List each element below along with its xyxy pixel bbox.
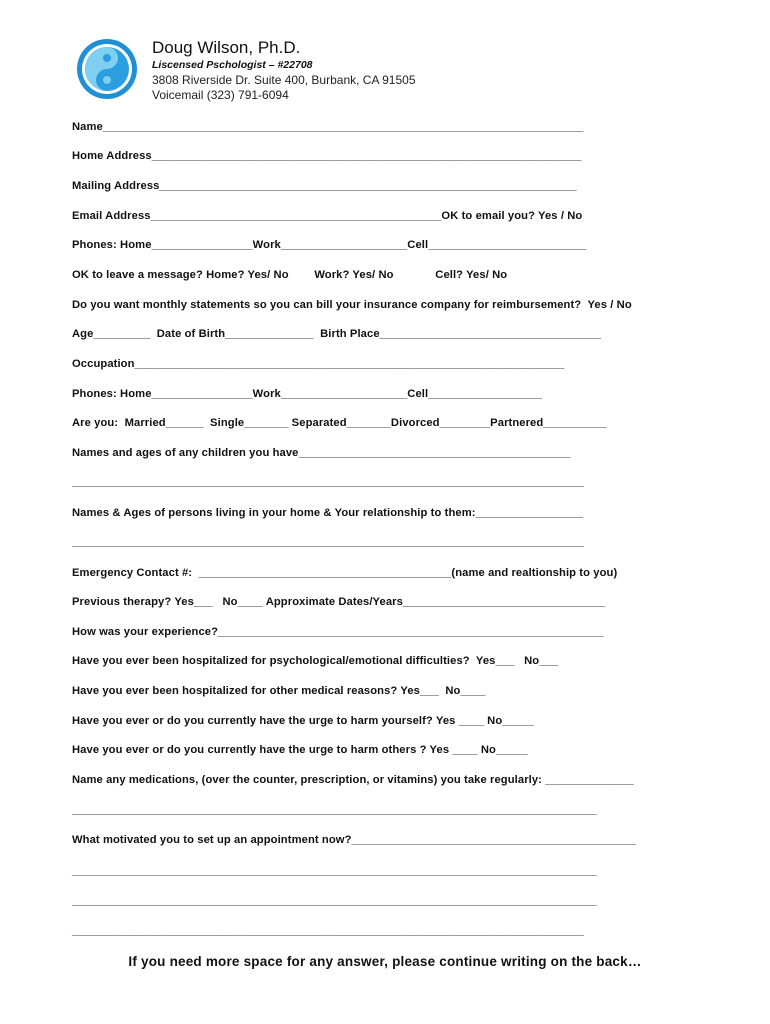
field-occupation[interactable]: Occupation____________________________________________________________________ — [72, 358, 565, 370]
field-previous-therapy[interactable]: Previous therapy? Yes___ No____ Approximate Dates/Years________________________________ — [72, 596, 606, 608]
license-line: Liscensed Pschologist – #22708 — [152, 59, 313, 71]
field-motivation-continued-3[interactable]: _________________________________________________________________________________ — [72, 925, 585, 937]
field-phones-1[interactable]: Phones: Home________________Work____________________Cell_________________________ — [72, 239, 587, 251]
letterhead — [152, 38, 416, 103]
footer-note: If you need more space for any answer, please continue writing on the back… — [128, 954, 642, 969]
field-motivation[interactable]: What motivated you to set up an appointment now?_____________________________________________ — [72, 834, 636, 846]
field-home-address[interactable]: Home Address____________________________________________________________________ — [72, 150, 582, 162]
field-name[interactable]: Name____________________________________________________________________________ — [72, 121, 584, 133]
field-ok-to-leave-message[interactable]: OK to leave a message? Home? Yes/ No Work? Yes/ No Cell? Yes/ No — [72, 269, 508, 281]
field-harm-others[interactable]: Have you ever or do you currently have the urge to harm others ? Yes ____ No_____ — [72, 744, 528, 756]
field-monthly-statements[interactable]: Do you want monthly statements so you can bill your insurance company for reimbursement? Yes / No — [72, 299, 632, 311]
field-marital-status[interactable]: Are you: Married______ Single_______ Separated_______Divorced________Partnered__________ — [72, 417, 607, 429]
field-phones-2[interactable]: Phones: Home________________Work____________________Cell__________________ — [72, 388, 542, 400]
field-household-continued[interactable]: _________________________________________________________________________________ — [72, 536, 585, 548]
field-household-members[interactable]: Names & Ages of persons living in your home & Your relationship to them:_________________ — [72, 507, 584, 519]
voicemail-number: Voicemail (323) 791-6094 — [152, 88, 289, 102]
field-age-dob-birthplace[interactable]: Age_________ Date of Birth______________ Birth Place___________________________________ — [72, 328, 601, 340]
field-children[interactable]: Names and ages of any children you have___________________________________________ — [72, 447, 571, 459]
field-medications[interactable]: Name any medications, (over the counter, prescription, or vitamins) you take regularly: ______________ — [72, 774, 634, 786]
office-address: 3808 Riverside Dr. Suite 400, Burbank, CA 91505 — [152, 73, 416, 87]
field-children-continued[interactable]: _________________________________________________________________________________ — [72, 476, 585, 488]
field-email-address[interactable]: Email Address______________________________________________OK to email you? Yes / No — [72, 210, 583, 222]
field-motivation-continued-2[interactable]: ___________________________________________________________________________________ — [72, 895, 597, 907]
field-hospitalized-medical[interactable]: Have you ever been hospitalized for other medical reasons? Yes___ No____ — [72, 685, 486, 697]
practice-logo-icon — [76, 38, 138, 100]
field-harm-self[interactable]: Have you ever or do you currently have the urge to harm yourself? Yes ____ No_____ — [72, 715, 534, 727]
field-experience[interactable]: How was your experience?_____________________________________________________________ — [72, 626, 604, 638]
field-medications-continued[interactable]: ___________________________________________________________________________________ — [72, 804, 597, 816]
field-motivation-continued-1[interactable]: ___________________________________________________________________________________ — [72, 865, 597, 877]
field-mailing-address[interactable]: Mailing Address__________________________________________________________________ — [72, 180, 577, 192]
field-hospitalized-psych[interactable]: Have you ever been hospitalized for psychological/emotional difficulties? Yes___ No___ — [72, 655, 559, 667]
doctor-name: Doug Wilson, Ph.D. — [152, 38, 301, 57]
field-emergency-contact[interactable]: Emergency Contact #: ________________________________________(name and realtionship to you) — [72, 567, 618, 579]
